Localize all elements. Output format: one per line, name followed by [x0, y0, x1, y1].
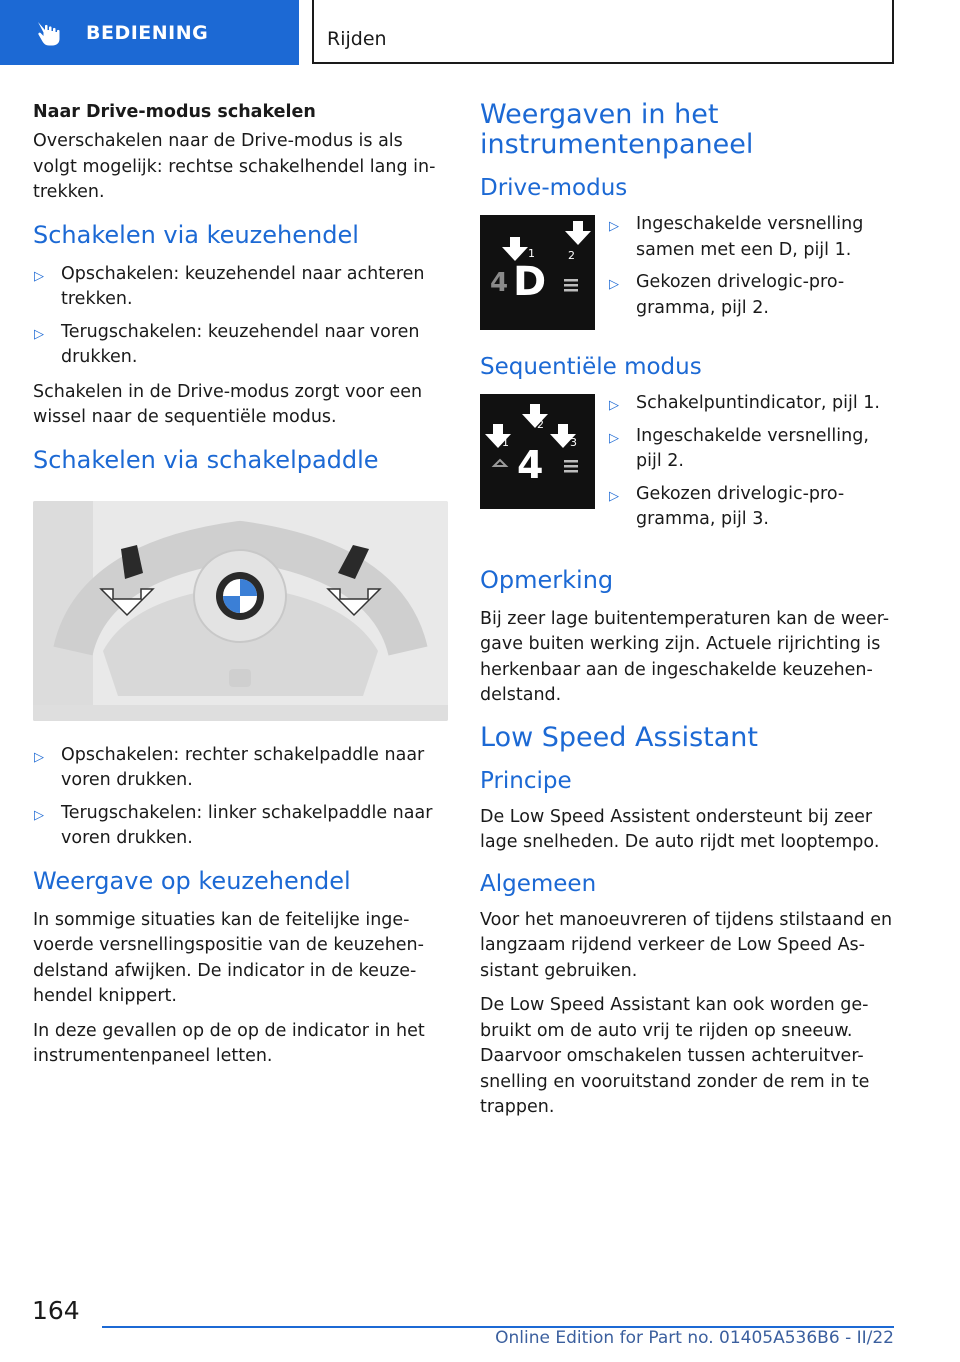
list-item: ▷ Gekozen drivelogic-pro-gramma, pijl 3.: [609, 483, 845, 529]
sequential-row: [480, 391, 900, 549]
right-column: [480, 100, 900, 1130]
general-heading: Algemeen: [480, 870, 597, 897]
low-speed-assistant-heading: Low Speed Assistant: [480, 721, 758, 753]
display-text-2: In deze gevallen op de op de indicator in het instrumentenpaneel letten.: [33, 1020, 425, 1066]
selector-list: [33, 262, 448, 371]
general-text-1: Voor het manoeuvreren of tijdens stilstaand en langzaam rijdend verkeer de Low Speed As-sistant gebruiken.: [480, 909, 893, 981]
drive-mode-letter: D: [513, 259, 547, 305]
sequential-heading: Sequentiële modus: [480, 354, 702, 380]
principle-text: De Low Speed Assistent ondersteunt bij zeer lage snelheden. De auto rijdt met looptempo.: [480, 806, 880, 852]
left-column: [33, 100, 448, 1079]
drive-mode-list: [608, 212, 900, 328]
paddle-list: [33, 743, 448, 852]
list-item: ▷ Gekozen drivelogic-pro-gramma, pijl 2.: [609, 272, 845, 318]
drive-mode-row: [480, 212, 900, 337]
sequential-list: [608, 391, 900, 540]
list-item: ▷ Terugschakelen: linker schakelpaddle naar voren drukken.: [34, 802, 433, 848]
steering-wheel-photo: [33, 501, 448, 721]
list-item: ▷ Terugschakelen: keuzehendel naar voren drukken.: [34, 321, 420, 367]
seq-arrow-1-label: 1: [502, 436, 509, 449]
section-tab: [0, 0, 299, 65]
triangle-bullet-icon: ▷: [34, 268, 44, 284]
note-text: Bij zeer lage buitentemperaturen kan de weer-gave buiten werking zijn. Actuele rijrichting is herkenbaar aan de ingeschakelde keuzehen-delstand.: [480, 608, 890, 705]
drive-mode-display: [480, 215, 595, 330]
sequential-display: [480, 394, 595, 509]
seq-gear-number: 4: [517, 443, 544, 487]
principle-heading: Principe: [480, 767, 572, 794]
page-number: 164: [32, 1296, 80, 1325]
drive-arrow-1-label: 1: [528, 247, 535, 260]
note-heading: Opmerking: [480, 565, 614, 594]
list-item: ▷ Schakelpuntindicator, pijl 1.: [608, 391, 900, 417]
triangle-bullet-icon: ▷: [609, 219, 619, 234]
triangle-bullet-icon: ▷: [609, 430, 619, 446]
chapter-box: [312, 0, 894, 64]
triangle-bullet-icon: ▷: [34, 749, 44, 765]
instrument-panel-heading: Weergaven in het instrumentenpaneel: [480, 99, 754, 160]
edition-footer: Online Edition for Part no. 01405A536B6 - II/22: [495, 1328, 894, 1348]
list-item: ▷ Ingeschakelde versnelling samen met een D, pijl 1.: [609, 214, 864, 260]
triangle-bullet-icon: ▷: [609, 277, 619, 292]
section-label: BEDIENING: [86, 21, 209, 44]
triangle-bullet-icon: ▷: [609, 488, 619, 504]
drive-mode-text: Overschakelen naar de Drive-modus is als volgt mogelijk: rechtse schakelhendel lang in-trekken.: [33, 131, 436, 202]
paddle-heading: Schakelen via schakelpaddle: [33, 445, 379, 474]
list-item: ▷ Ingeschakelde versnelling, pijl 2.: [609, 425, 869, 471]
drive-mode-heading: Drive-modus: [480, 175, 628, 201]
drive-arrow-2-label: 2: [568, 249, 575, 262]
general-text-2: De Low Speed Assistant kan ook worden ge-bruikt om de auto vrij te rijden op sneeuw. Daarvoor omschakelen tussen achteruitver-snelling en vooruitstand zonder de rem in te trappen.: [480, 995, 870, 1117]
selector-note: Schakelen in de Drive-modus zorgt voor een wissel naar de sequentiële modus.: [33, 381, 423, 427]
list-item: ▷ Opschakelen: rechter schakelpaddle naar voren drukken.: [34, 744, 425, 790]
triangle-bullet-icon: ▷: [34, 326, 44, 342]
display-text-1: In sommige situaties kan de feitelijke inge-voerde versnellingspositie van de keuzehen-delstand afwijken. De indicator in de keuze-hendel knippert.: [33, 909, 424, 1006]
selector-heading: Schakelen via keuzehendel: [33, 220, 359, 249]
list-item: ▷ Opschakelen: keuzehendel naar achteren trekken.: [34, 263, 425, 309]
seq-arrow-3-label: 3: [570, 436, 577, 449]
drive-mode-subheading: Naar Drive-modus schakelen: [33, 102, 316, 122]
chapter-label: Rijden: [327, 28, 387, 50]
pointing-hand-icon: [34, 18, 64, 48]
seq-arrow-2-label: 2: [537, 418, 544, 431]
triangle-bullet-icon: ▷: [34, 807, 44, 823]
drive-gear-number: 4: [490, 268, 509, 298]
triangle-bullet-icon: ▷: [609, 398, 619, 413]
display-heading: Weergave op keuzehendel: [33, 866, 351, 895]
